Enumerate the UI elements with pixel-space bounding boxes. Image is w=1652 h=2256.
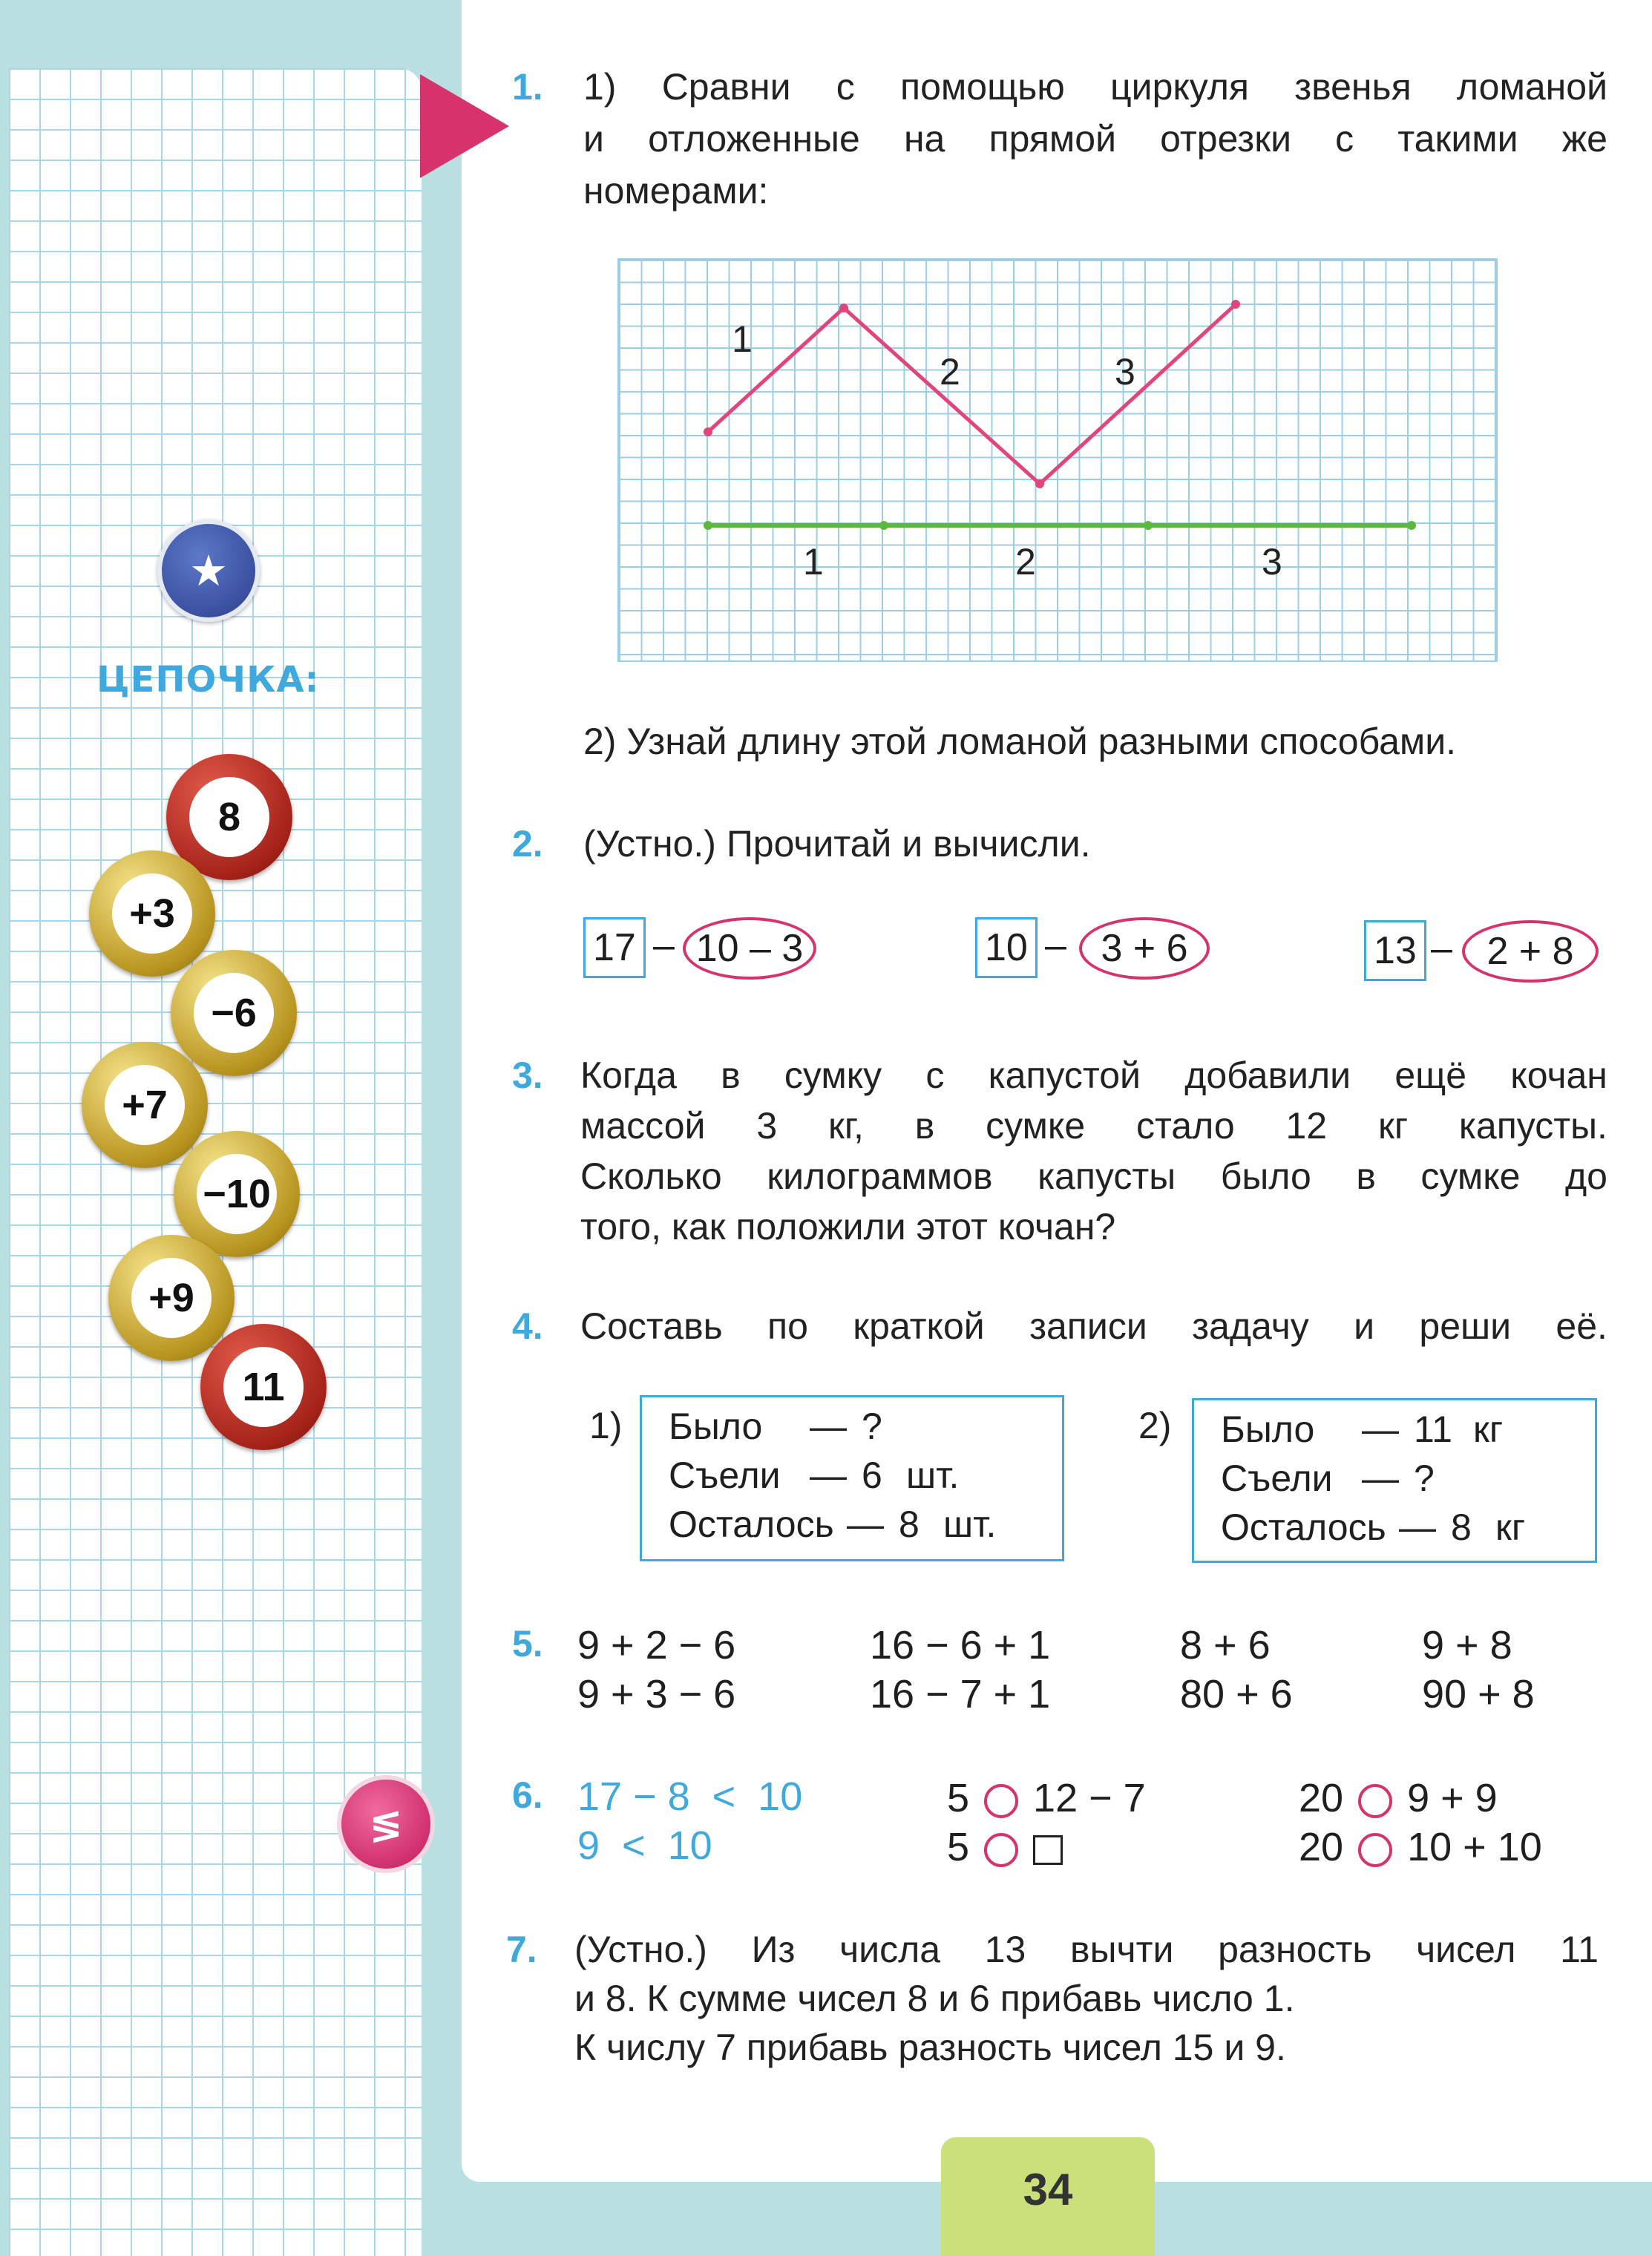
task3-line: Когда в сумку с капустой добавили ещё кочан bbox=[580, 1055, 1607, 1096]
number-box: 10 bbox=[975, 917, 1038, 978]
task1-line: 1) Сравни с помощью циркуля звенья ломаной bbox=[583, 66, 1607, 108]
task1-line: номерами: bbox=[583, 170, 769, 212]
expression: 9 + 8 bbox=[1422, 1623, 1512, 1668]
minus-sign: – bbox=[653, 924, 675, 967]
compare-circle[interactable] bbox=[1358, 1833, 1392, 1867]
task7-line: К числу 7 прибавь разность чисел 15 и 9. bbox=[574, 2027, 1286, 2068]
top-band bbox=[0, 0, 475, 68]
chain-coin: 11 bbox=[200, 1324, 327, 1450]
expression: 90 + 8 bbox=[1422, 1672, 1535, 1716]
expression: 9 + 3 − 6 bbox=[577, 1672, 736, 1716]
minus-sign: – bbox=[1431, 927, 1452, 970]
expression-oval: 2 + 8 bbox=[1462, 920, 1599, 983]
expression-oval: 3 + 6 bbox=[1079, 917, 1210, 980]
task-number: 1. bbox=[512, 66, 543, 108]
comparison: 5 bbox=[947, 1823, 1063, 1872]
number-box: 13 bbox=[1364, 920, 1426, 981]
task-number: 5. bbox=[512, 1623, 543, 1665]
task3-line: того, как положили этот кочан? bbox=[580, 1206, 1116, 1247]
example-comparison: 9 < 10 bbox=[577, 1823, 712, 1868]
task2-text: (Устно.) Прочитай и вычисли. bbox=[583, 823, 1091, 865]
page-number: 34 bbox=[941, 2137, 1155, 2256]
expression: 8 + 6 bbox=[1180, 1623, 1271, 1668]
chain-coin: +9 bbox=[108, 1235, 235, 1361]
task-number: 7. bbox=[506, 1929, 537, 1970]
compare-circle[interactable] bbox=[984, 1833, 1018, 1867]
chain-coin: −10 bbox=[174, 1131, 300, 1257]
expression: 16 − 7 + 1 bbox=[870, 1672, 1051, 1716]
comparison: 20 10 + 10 bbox=[1299, 1825, 1542, 1869]
subtask-label: 1) bbox=[589, 1405, 623, 1446]
segment-label: 3 bbox=[1262, 541, 1282, 583]
comparison: 20 9 + 9 bbox=[1299, 1776, 1498, 1820]
task1-line: и отложенные на прямой отрезки с такими же bbox=[583, 118, 1607, 160]
expression: 9 + 2 − 6 bbox=[577, 1623, 736, 1668]
minus-sign: – bbox=[1045, 924, 1066, 967]
compare-icon: ≶ bbox=[337, 1775, 435, 1873]
comparison: 5 12 − 7 bbox=[947, 1776, 1146, 1820]
task7-line: (Устно.) Из числа 13 вычти разность чисел 11 bbox=[574, 1929, 1599, 1970]
chain-coin: 8 bbox=[166, 754, 292, 880]
number-box: 17 bbox=[583, 917, 646, 978]
short-record-box: Было — ? Съели — 6 шт. Осталось — 8 шт. bbox=[640, 1395, 1064, 1561]
task-number: 3. bbox=[512, 1055, 543, 1096]
task-number: 6. bbox=[512, 1774, 543, 1816]
compare-circle[interactable] bbox=[1358, 1784, 1392, 1818]
short-record-box: Было — 11 кг Съели — ? Осталось — 8 кг bbox=[1192, 1398, 1597, 1563]
task-number: 4. bbox=[512, 1305, 543, 1347]
segment-label: 1 bbox=[803, 541, 824, 583]
task3-line: Сколько килограммов капусты было в сумке до bbox=[580, 1155, 1607, 1197]
task1-part2: 2) Узнай длину этой ломаной разными способами. bbox=[583, 721, 1457, 762]
polyline bbox=[708, 304, 1236, 484]
task7-line: и 8. К сумме чисел 8 и 6 прибавь число 1. bbox=[574, 1978, 1295, 2019]
compare-circle[interactable] bbox=[984, 1784, 1018, 1818]
polyline-label: 3 bbox=[1115, 351, 1135, 393]
task4-text: Составь по краткой записи задачу и реши её. bbox=[580, 1305, 1607, 1347]
stars-icon: ★ bbox=[157, 519, 260, 622]
polyline-label: 1 bbox=[732, 318, 753, 360]
chain-title: ЦЕПОЧКА: bbox=[96, 659, 320, 701]
chain-coin: +3 bbox=[89, 850, 215, 977]
answer-square[interactable] bbox=[1033, 1835, 1063, 1865]
subtask-label: 2) bbox=[1138, 1405, 1172, 1446]
task3-line: массой 3 кг, в сумке стало 12 кг капусты. bbox=[580, 1105, 1607, 1147]
polyline-label: 2 bbox=[940, 351, 960, 393]
polyline-figure bbox=[617, 258, 1498, 662]
example-comparison: 17 − 8 < 10 bbox=[577, 1774, 803, 1819]
segment-label: 2 bbox=[1015, 541, 1036, 583]
chain-coin: +7 bbox=[82, 1042, 208, 1168]
expression: 80 + 6 bbox=[1180, 1672, 1293, 1716]
expression: 16 − 6 + 1 bbox=[870, 1623, 1051, 1668]
task-number: 2. bbox=[512, 823, 543, 865]
expression-oval: 10 – 3 bbox=[683, 917, 816, 980]
chain-coin: −6 bbox=[171, 950, 297, 1076]
arrow-marker-icon bbox=[420, 74, 509, 178]
